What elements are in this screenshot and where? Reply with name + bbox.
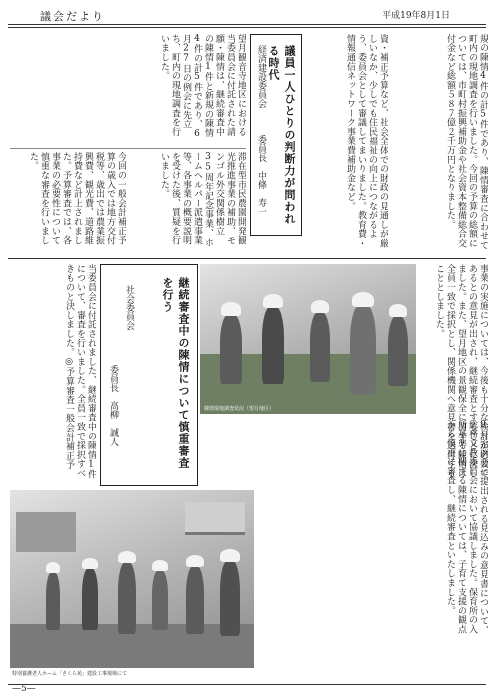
field-photo-caption: 陳情現地調査状況（望月地区） <box>204 406 275 412</box>
person-hat <box>311 300 329 313</box>
person-figure <box>186 566 204 634</box>
person-figure <box>82 568 98 630</box>
person-figure <box>220 314 242 384</box>
person-hat <box>221 302 241 316</box>
person-figure <box>310 312 330 382</box>
person-hat <box>220 549 240 562</box>
newsletter-title: 議会だより <box>40 10 105 23</box>
person-hat <box>352 292 374 307</box>
article-a-body-right: 規の陳情4件の計5件であり、陳情審査に合わせて町内の現地調査を行いました。今回の予算の総額については、市町村振興補助金や社会資本整備総合交付金など総額５８７億２千万円となりました。 <box>445 34 488 250</box>
article-b-body-right: 事業の実施については、今後も十分な検討が必要であるとの意見が出され、継続審査とすることに決しました。また、望月地区の景観保全に関する陳情は全員一致で採択とし、関係機関へ意見書を送付することとしました。 <box>434 264 488 478</box>
person-figure <box>118 562 136 634</box>
article-a-member: 委員長 中條 寿一 <box>256 135 266 216</box>
person-figure <box>262 306 284 384</box>
issue-date: 平成19年8月1日 <box>382 11 450 21</box>
person-figure <box>388 316 408 386</box>
article-a-committee: 経済建設委員会 <box>256 45 266 108</box>
header-rule <box>8 24 486 25</box>
page-number: —5— <box>12 684 36 694</box>
person-figure <box>46 572 60 630</box>
article-a-body-left: 望月観音寺地区における当委員会に付託された請願・陳情は、継続審査中の陳情1件と新規の陳情4件の計5件であり、6月27日の例会に先立ち、町内の現地調査を行いました。 <box>159 34 246 140</box>
article-a-body-mid: 資・補正予算など、社会全体での財政の見通しが厳しいなか、少しでも住民福祉の向上につながるよう、委員会として審議してまいりました。教育費・情報通信ネットワーク事業費補助金など。 <box>345 34 388 248</box>
header-rule-2 <box>8 27 486 28</box>
article-a-body-mid-left: 今回の一般会計補正予算の歳入では地方交付税等、歳出では農業振興費、観光費、道路維持費など計上されました。予算審査では、各事業の必要性について慎重な審査を行いました。 <box>28 152 126 245</box>
person-hat <box>152 560 168 571</box>
article-a-title-box <box>250 34 302 236</box>
building-roof <box>185 502 245 535</box>
person-hat <box>46 562 60 573</box>
article-b-body-left: 当委員会に付託されました、継続審査中の陳情1件について、審査を行いました。全員一致で採択すべきものと決しました。◎予算審査一般会計補正予 <box>64 264 96 479</box>
person-figure <box>220 560 240 636</box>
person-hat <box>263 294 283 308</box>
footer-rule <box>8 684 486 685</box>
person-hat <box>118 551 136 563</box>
column-divider <box>10 148 246 149</box>
article-b-title-box <box>100 264 198 486</box>
article-b-committee: 社会委員会 <box>124 285 134 330</box>
section-divider <box>8 258 486 259</box>
site-photo-caption: 特別養護老人ホーム「さくら苑」建設工事現場にて <box>12 671 128 677</box>
person-hat <box>186 555 204 567</box>
article-a-body-mid-right: 滞在型市民農園開発観光推進事業の補助、モンゴル外交関係樹立35周年記念事業、ホームヘルパー派遣事業等、各事業の概要説明を受けた後、質疑を行いました。 <box>159 152 246 247</box>
article-c-body: 9月定例会に提出される見込みの意見書について、総務文教委員会において協議しました。保育所の入所基準に関する陳情については、子育て支援の観点から慎重に審査し、継続審査といたしました。 <box>445 420 488 635</box>
person-hat <box>82 558 98 569</box>
person-figure <box>152 570 168 630</box>
article-b-title: 継続審査中の陳情について慎重審査を行う <box>161 277 190 469</box>
article-b-member: 委員長 高柳 誠人 <box>108 365 118 446</box>
field-survey-photo <box>200 264 416 414</box>
person-figure <box>350 304 376 394</box>
person-hat <box>389 304 407 317</box>
construction-site-photo <box>10 490 254 668</box>
article-a-title: 議員一人ひとりの判断力が問われる時代 <box>267 45 296 225</box>
building-structure <box>16 512 76 552</box>
